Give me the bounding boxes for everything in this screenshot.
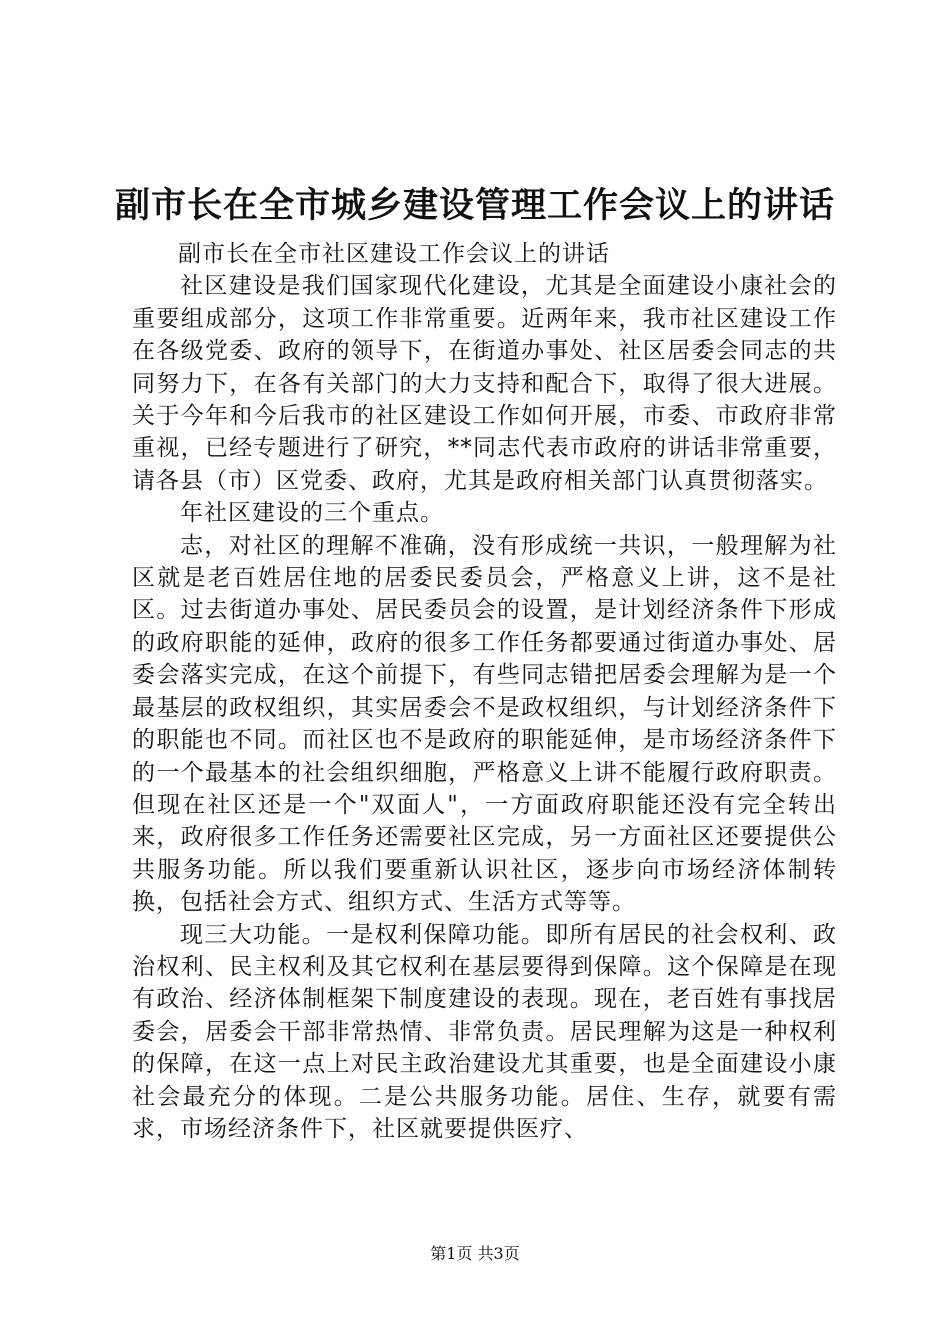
page-number-footer: 第1页 共3页 — [430, 1244, 520, 1263]
document-subtitle: 副市长在全市社区建设工作会议上的讲话 — [178, 241, 610, 267]
document-title: 副市长在全市城乡建设管理工作会议上的讲话 — [114, 185, 835, 227]
body-paragraph-4: 现三大功能。一是权利保障功能。即所有居民的社会权利、政治权利、民主权利及其它权利在基层要得到保障。这个保障是在现有政治、经济体制框架下制度建设的表现。现在，老百姓有事找居委会，居委会干部非常热情、非常负责。居民理解为这是一种权利的保障，在这一点上对民主政治建设尤其重要，也是全面建设小康社会最充分的体现。二是公共服务功能。居住、生存，就要有需求，市场经济条件下，社区就要提供医疗、 — [132, 921, 837, 1142]
body-paragraph-1: 社区建设是我们国家现代化建设，尤其是全面建设小康社会的重要组成部分，这项工作非常重要。近两年来，我市社区建设工作在各级党委、政府的领导下，在街道办事处、社区居委会同志的共同努力下，在各有关部门的大力支持和配合下，取得了很大进展。关于今年和今后我市的社区建设工作如何开展，市委、市政府非常重视，已经专题进行了研究，**同志代表市政府的讲话非常重要，请各县（市）区党委、政府，尤其是政府相关部门认真贯彻落实。 — [132, 273, 837, 494]
document-body — [132, 238, 837, 1145]
body-paragraph-2: 年社区建设的三个重点。 — [180, 500, 444, 527]
body-paragraph-3: 志，对社区的理解不准确，没有形成统一共识，一般理解为社区就是老百姓居住地的居委民委员会，严格意义上讲，这不是社区。过去街道办事处、居民委员会的设置，是计划经济条件下形成的政府职能的延伸，政府的很多工作任务都要通过街道办事处、居委会落实完成，在这个前提下，有些同志错把居委会理解为是一个最基层的政权组织，其实居委会不是政权组织，与计划经济条件下的职能也不同。而社区也不是政府的职能延伸，是市场经济条件下的一个最基本的社会组织细胞，严格意义上讲不能履行政府职责。但现在社区还是一个"双面人"，一方面政府职能还没有完全转出来，政府很多工作任务还需要社区完成，另一方面社区还要提供公共服务功能。所以我们要重新认识社区，逐步向市场经济体制转换，包括社会方式、组织方式、生活方式等等。 — [132, 532, 837, 916]
